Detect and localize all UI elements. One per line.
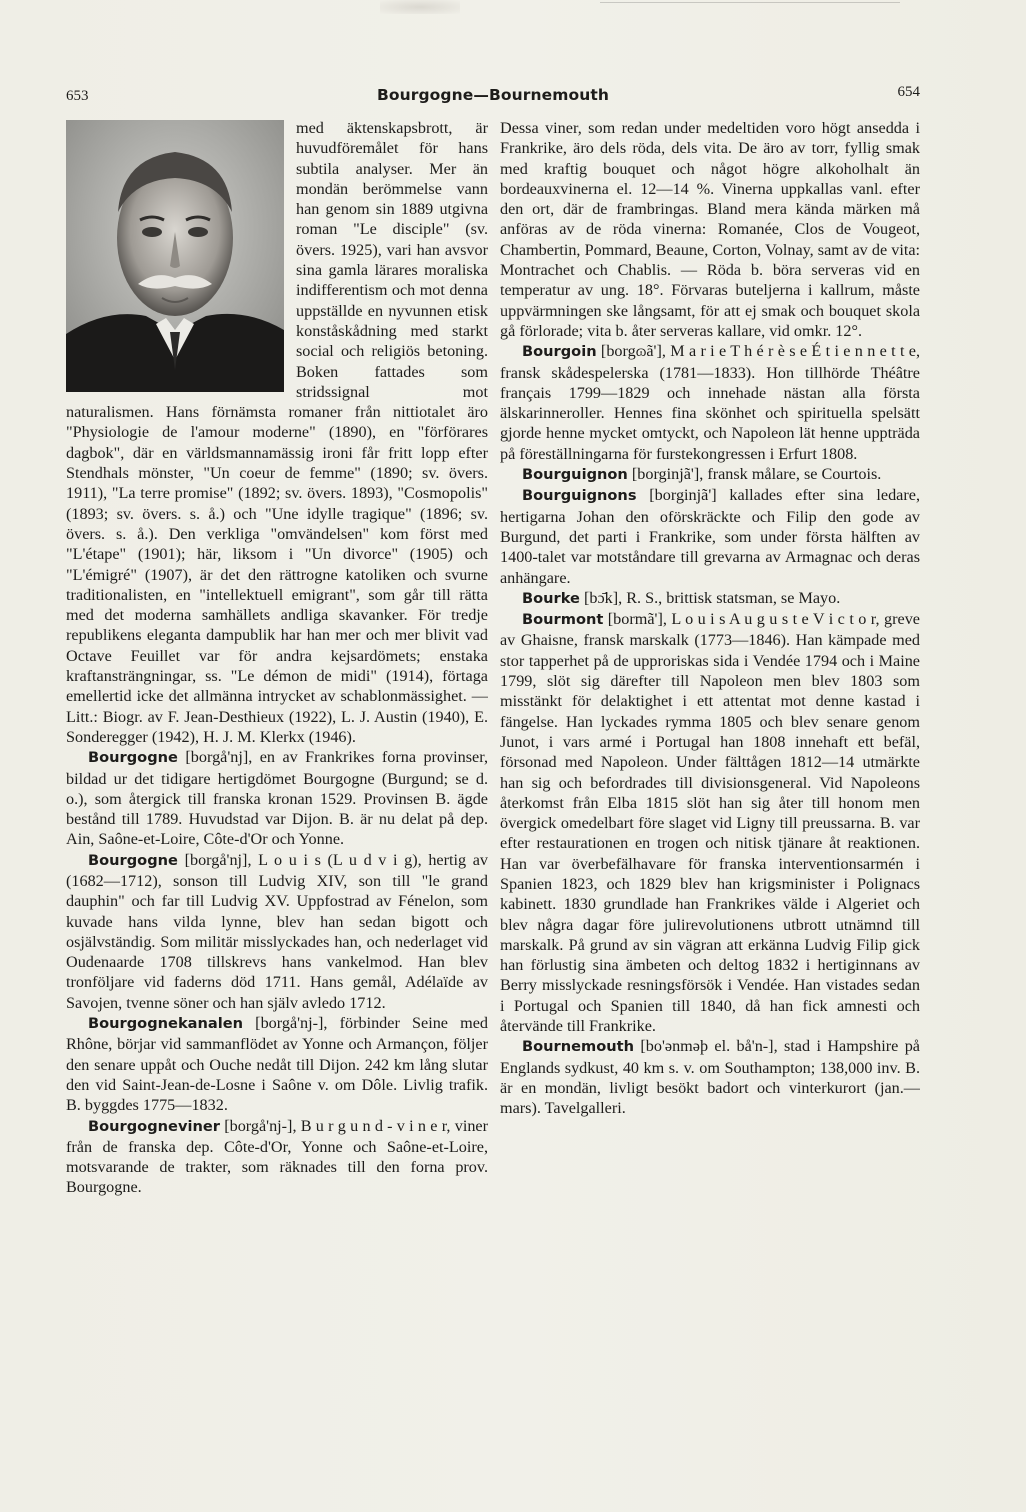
page-header xyxy=(66,86,920,110)
scan-edge-line xyxy=(600,2,900,3)
headword: Bourgoin xyxy=(522,343,597,361)
entry-bourmont xyxy=(500,609,920,1036)
headword: Bournemouth xyxy=(522,1038,635,1056)
headword: Bourgognekanalen xyxy=(88,1015,244,1033)
entry-text: [borginjã'] kallades efter sina ledare, hertigarna Johan den oförskräckte och Filip den gode av Burgund, det parti i Frankrike, som under första hälften av 1400-talet var motståndare till grevarna av Armagnac och deras anhängare. xyxy=(500,486,920,587)
entry-bourgogneviner xyxy=(66,1116,488,1198)
headword: Bourke xyxy=(522,589,580,607)
entry-text: [borgå'nj], en av Frankrikes forna provinser, bildad ur det tidigare hertigdömet Bourgogne (Burgund; se d. o.), som återgick till franska kronan 1529. Provinsen B. ägde bestånd till 1789. Huvudstad var Dijon. B. är nu delat på dep. Ain, Saône-et-Loire, Côte-d'Or och Yonne. xyxy=(66,748,488,849)
entry-text: [borgɷã'], M a r i e T h é r è s e É t i e n n e t t e, fransk skådespelerska (1781—1833). Hon tillhörde Théâtre français 1799—1829 och innehade nästan alla första älskarinneroller. Hennes fina skönhet och spirituella spelsätt gjorde henne mycket omtyckt, och Napoleon lät henne uppträda på föreställningarna för furstekongressen i Erfurt 1808. xyxy=(500,342,920,463)
entry-text: [bormã'], L o u i s A u g u s t e V i c t o r, greve av Ghaisne, fransk marskalk (1773—1846). Han kämpade med stor tapperhet på de upproriskas sida i Vendée 1794 och i Maine 1799, slöt sig därefter till Napoleon men blev 1803 som misstänkt för delaktighet i ett attentat mot denne kastad i fängelse. Han lyckades rymma 1805 och blev senare genom Junot, i vars armé i Portugal han 1808 innehaft ett befäl, försonad med Napoleon. Under fälttågen 1812—14 utmärkte han sig och befordrades till divisionsgeneral. Vid Napoleons återkomst från Elba 1815 slöt han sig åter till honom men övergick omedelbart före slaget vid Ligny till preussarna. B. var efter restaurationen en trogen och nitisk tjänare åt reaktionen. Han var överbefälhavare för franska interventionsarmén i Spanien 1823, och 1829 blev han krigsminister i Polignacs kabinett. 1830 grundlade han Frankrikes välde i Algeriet och blev några dagar före julirevolutionens utbrott utnämnd till marskalk. På grund av sin vägran att erkänna Ludvig Filip gick han förlustig sina ämbeten och deltog 1832 i hertiginnans av Berry misslyckade resningsförsök i Vendée. Han vistades sedan i Portugal och Spanien till 1840, då han fick amnesti och återvände till Frankrike. xyxy=(500,610,920,1036)
entry-text: [borgå'nj-], B u r g u n d - v i n e r, viner från de franska dep. Côte-d'Or, Yonne och Saône-et-Loire, motsvarande de trakter, som räknades till den forna prov. Bourgogne. xyxy=(66,1116,488,1197)
entry-bourgoin xyxy=(500,341,920,464)
headword: Bourmont xyxy=(522,611,604,629)
headword: Bourgogneviner xyxy=(88,1117,220,1135)
continuation-paragraph xyxy=(66,118,488,747)
entry-text: [borginjã'], fransk målare, se Courtois. xyxy=(627,465,882,484)
page-number-left: 653 xyxy=(66,88,89,104)
entry-text: [borgå'nj], L o u i s (L u d v i g), hertig av (1682—1712), sonson till Ludvig XIV, son till "le grand dauphin" och far till Ludvig XV. Uppfostrad av Fénelon, som kuvade hans vilda lynne, blev han sedan bigott och osjälvständig. Som militär misslyckades han, och nederlaget vid Oudenaarde 1708 tillskrevs hans vankelmod. Han blev tronföljare vid faderns död 1711. Hans gemål, Adélaïde av Savojen, tvenne söner och han själv avledo 1712. xyxy=(66,850,488,1012)
entry-text: [bɔ̄k], R. S., brittisk statsman, se Mayo. xyxy=(579,588,841,607)
page-number-right: 654 xyxy=(897,84,920,100)
headword: Bourgogne xyxy=(88,749,178,767)
portrait-photo xyxy=(66,120,284,392)
headword: Bourgogne xyxy=(88,851,178,869)
portrait-photo-image xyxy=(66,120,284,392)
headword: Bourguignon xyxy=(522,466,628,484)
continuation-text: med äktenskapsbrott, är huvudföremålet för hans subtila analyser. Mer än mondän berömmelse vann han genom sin 1889 utgivna roman "Le disciple" (sv. övers. 1925), vari han avsvor sina gamla lärares moraliska indifferentism och mot denna uppställde en nyvunnen etisk konståskådning med starkt social och religiös betoning. Boken fattades som stridssignal mot naturalismen. Hans förnämsta romaner från nittiotalet äro "Physiologie de l'amour moderne" (1890), en "förförares dagbok", där en världsmannamässig ironi får fritt lopp efter Stendhals mönster, "Un coeur de femme" (1890; sv. övers. 1911), "La terre promise" (1892; sv. övers. 1893), "Cosmopolis" (1893; sv. övers. s. å.) och "Une idylle tragique" (1896; sv. övers. s. å.). Den verkliga "omvändelsen" kom först med "L'étape" (1901); här, liksom i "Un divorce" (1905) och "L'émigré" (1907), är det den rättrogne katoliken och svurne traditionalisten, en "intellektuell emigrant", som går till rätta med det moderna samhällets andliga skavanker. För tredje republikens eleganta dampublik har han mer och mer blivit vad Octave Feuillet var för andra kejsardömets; enstaka kraftansträngningar, ss. "Le démon de midi" (1914), förtaga emellertid icke det allmänna intrycket av schablonmässighet. — Litt.: Biogr. av F. Jean-Desthieux (1922), L. J. Austin (1940), E. Sonderegger (1942), H. J. M. Klerkx (1946). xyxy=(66,119,488,746)
entry-bourguignon xyxy=(500,464,920,485)
left-column xyxy=(66,118,488,1398)
entry-text: [borgå'nj-], förbinder Seine med Rhône, börjar vid sammanflödet av Yonne och Armançon, följer den senare uppåt och Ouche nedåt till Dijon. 242 km lång slutar den vid Saint-Jean-de-Losne i Saône v. om Dôle. Livlig trafik. B. byggdes 1775—1832. xyxy=(66,1014,488,1115)
entry-bourgogne-province xyxy=(66,747,488,849)
right-column xyxy=(500,118,920,1398)
entry-bourguignons xyxy=(500,485,920,587)
entry-bourgognekanalen xyxy=(66,1013,488,1115)
entry-bourgogne-louis xyxy=(66,850,488,1013)
scan-smudge xyxy=(380,0,460,14)
entry-text: [bo'ənməþ el. bå'n-], stad i Hampshire på Englands sydkust, 40 km s. v. om Southampton; 138,000 inv. B. är en mondän, livligt besökt badort och vinterkurort (jan.—mars). Tavelgalleri. xyxy=(500,1037,920,1118)
running-head: Bourgogne—Bournemouth xyxy=(376,86,610,104)
entry-bourke xyxy=(500,588,920,609)
continuation-paragraph: Dessa viner, som redan under medeltiden voro högt ansedda i Frankrike, äro dels röda, dels vita. De äro av torr, fyllig smak med kraftig bouquet och något högre alkoholhalt än bordeauxvinerna el. 12—14 %. Vinerna uppkallas vanl. efter den ort, där de frambringas. Bland mera kända märken må anföras av de röda vinerna: Romanée, Clos de Vougeot, Chambertin, Pommard, Beaune, Corton, Volnay, samt av de vita: Montrachet och Chablis. — Röda b. böra serveras vid en temperatur av ung. 18°. Förvaras buteljerna i kallrum, måste uppvärmningen ske långsamt, för att ej smak och bouquet skola gå förlorade; vita b. åter serveras kallare, vid omkr. 12°. xyxy=(500,119,920,340)
headword: Bourguignons xyxy=(522,487,637,505)
entry-bournemouth xyxy=(500,1036,920,1118)
